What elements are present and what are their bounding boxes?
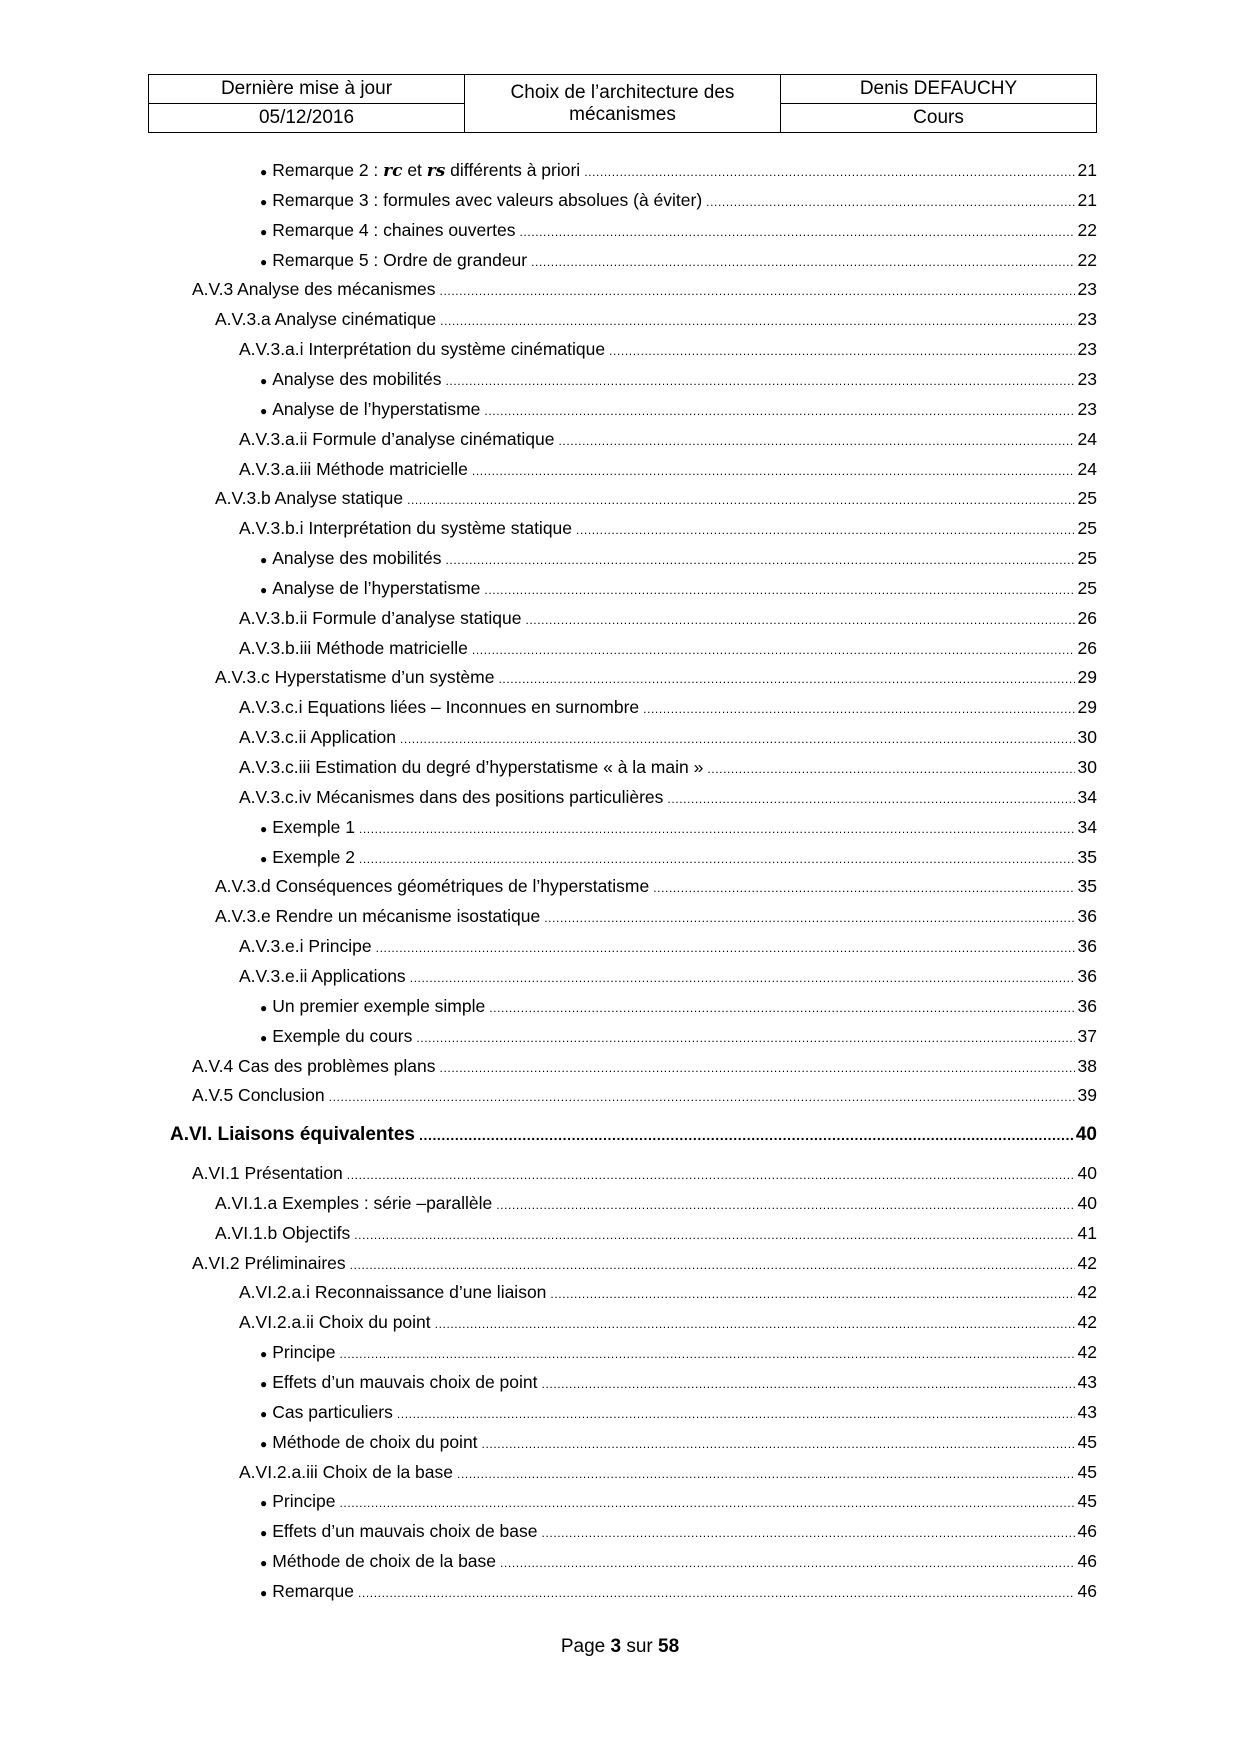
toc-page-number: 45 — [1077, 1461, 1097, 1482]
dot-leader — [440, 280, 1075, 302]
toc-page-number: 41 — [1077, 1222, 1097, 1243]
toc-entry-label: Analyse des mobilités — [272, 368, 442, 389]
toc-entry-label: A.V.5 Conclusion — [192, 1085, 325, 1106]
math-symbol: rs — [426, 161, 446, 181]
toc-entry-label: A.V.4 Cas des problèmes plans — [192, 1055, 436, 1076]
toc-entry[interactable] — [239, 458, 1097, 482]
dot-leader — [643, 698, 1074, 720]
toc-entry[interactable] — [239, 1281, 1097, 1305]
toc-page-number: 36 — [1077, 965, 1097, 986]
toc-page-number: 23 — [1077, 339, 1097, 360]
toc-entry-label: Principe — [272, 1491, 336, 1512]
document-header — [148, 74, 1097, 133]
toc-entry-label: Remarque 3 : formules avec valeurs absolues (à éviter) — [272, 189, 703, 210]
toc-page-number: 21 — [1077, 160, 1097, 180]
bullet-icon: ● — [260, 1556, 268, 1571]
document-type: Cours — [781, 104, 1097, 133]
dot-leader — [440, 310, 1074, 332]
toc-page-number: 24 — [1077, 428, 1097, 449]
dot-leader — [484, 400, 1074, 422]
toc-entry-label: Analyse de l’hyperstatisme — [272, 398, 481, 419]
toc-entry[interactable] — [192, 1084, 1097, 1108]
dot-leader — [472, 460, 1075, 482]
toc-entry-label: Analyse de l’hyperstatisme — [272, 577, 481, 598]
page-middle: sur — [621, 1636, 659, 1657]
toc-bullet-entry[interactable] — [260, 219, 1097, 243]
bullet-icon: ● — [260, 1496, 268, 1511]
dot-leader — [397, 1403, 1075, 1425]
toc-page-number: 42 — [1077, 1342, 1097, 1363]
toc-page-number: 40 — [1075, 1124, 1097, 1146]
dot-leader — [531, 251, 1074, 273]
bullet-icon: ● — [260, 1030, 268, 1045]
dot-leader — [400, 728, 1075, 750]
toc-entry-label: Principe — [272, 1342, 336, 1363]
dot-leader — [435, 1313, 1075, 1335]
toc-page-number: 24 — [1077, 458, 1097, 479]
toc-page-number: 35 — [1077, 876, 1097, 897]
toc-page-number: 36 — [1077, 936, 1097, 957]
dot-leader — [544, 907, 1074, 929]
toc-entry-label: Effets d’un mauvais choix de base — [272, 1521, 538, 1542]
toc-page-number: 43 — [1077, 1372, 1097, 1392]
toc-entry[interactable] — [215, 666, 1097, 690]
math-symbol: rc — [383, 161, 403, 181]
dot-leader — [416, 1027, 1074, 1049]
toc-bullet-entry[interactable] — [260, 1025, 1097, 1049]
toc-entry-label: A.V.3.b.iii Méthode matricielle — [239, 637, 468, 658]
label-part: et — [402, 160, 427, 180]
document-title: Choix de l’architecture des mécanismes — [465, 75, 781, 133]
toc-entry[interactable] — [239, 965, 1097, 989]
toc-page-number: 29 — [1077, 697, 1097, 718]
toc-page-number: 36 — [1077, 995, 1097, 1016]
toc-page-number: 30 — [1077, 727, 1097, 748]
bullet-icon: ● — [260, 553, 268, 568]
toc-entry-label: A.V.3.e.ii Applications — [239, 965, 406, 986]
toc-entry[interactable] — [239, 935, 1097, 959]
toc-entry[interactable] — [239, 607, 1097, 631]
toc-page-number: 37 — [1077, 1025, 1097, 1046]
toc-page-number: 22 — [1077, 249, 1097, 270]
toc-entry[interactable] — [239, 428, 1097, 452]
toc-entry-label: A.V.3.a Analyse cinématique — [215, 309, 437, 330]
dot-leader — [542, 1522, 1075, 1544]
page-footer — [0, 1636, 1240, 1658]
dot-leader — [419, 1124, 1073, 1146]
dot-leader — [519, 221, 1074, 243]
toc-entry-label: A.V.3.a.ii Formule d’analyse cinématique — [239, 428, 555, 449]
toc-page-number: 45 — [1077, 1491, 1097, 1512]
toc-bullet-entry[interactable] — [260, 846, 1097, 870]
author-name: Denis DEFAUCHY — [781, 75, 1097, 104]
toc-entry[interactable] — [192, 1162, 1097, 1186]
label-part: différents à priori — [445, 160, 581, 180]
toc-entry-label: Méthode de choix de la base — [272, 1551, 497, 1572]
toc-entry-label: Remarque 4 : chaines ouvertes — [272, 219, 516, 240]
toc-page-number: 23 — [1077, 368, 1097, 389]
toc-page-number: 23 — [1077, 398, 1097, 419]
toc-bullet-entry[interactable] — [260, 1550, 1097, 1574]
dot-leader — [489, 997, 1074, 1019]
toc-entry[interactable] — [215, 308, 1097, 332]
toc-page-number: 39 — [1077, 1085, 1097, 1106]
toc-bullet-entry[interactable] — [260, 1431, 1097, 1455]
dot-leader — [358, 1582, 1075, 1604]
bullet-icon: ● — [260, 194, 268, 209]
toc-page-number: 25 — [1077, 548, 1097, 569]
toc-entry-label: A.VI.1.a Exemples : série –parallèle — [215, 1192, 493, 1213]
toc-bullet-entry[interactable] — [260, 1580, 1097, 1604]
bullet-icon: ● — [260, 1436, 268, 1451]
dot-leader — [350, 1254, 1075, 1276]
toc-page-number: 42 — [1077, 1282, 1097, 1303]
bullet-icon: ● — [260, 851, 268, 866]
toc-bullet-entry[interactable] — [260, 368, 1097, 392]
toc-bullet-entry[interactable] — [260, 1371, 1097, 1395]
toc-page-number: 21 — [1077, 189, 1097, 210]
toc-page-number: 45 — [1077, 1431, 1097, 1452]
toc-entry[interactable] — [215, 905, 1097, 929]
toc-bullet-entry[interactable] — [260, 995, 1097, 1019]
bullet-icon: ● — [260, 821, 268, 836]
toc-page-number: 34 — [1077, 816, 1097, 837]
dot-leader — [653, 877, 1074, 899]
toc-bullet-entry[interactable] — [260, 547, 1097, 571]
toc-entry-label: A.VI.2.a.ii Choix du point — [239, 1312, 431, 1333]
toc-entry-label: A.V.3.c.iv Mécanismes dans des positions particulières — [239, 786, 664, 807]
toc-entry[interactable] — [215, 1222, 1097, 1246]
toc-page-number: 46 — [1077, 1551, 1097, 1572]
toc-entry-label: A.V.3.c.i Equations liées – Inconnues en surnombre — [239, 697, 640, 718]
toc-entry[interactable] — [215, 875, 1097, 899]
toc-entry[interactable] — [170, 1124, 1097, 1146]
dot-leader — [498, 668, 1074, 690]
toc-entry-label: A.V.3.a.iii Méthode matricielle — [239, 458, 468, 479]
toc-entry-label: A.V.3.c Hyperstatisme d’un système — [215, 667, 495, 688]
toc-bullet-entry[interactable] — [260, 816, 1097, 840]
toc-entry[interactable] — [239, 338, 1097, 362]
toc-entry-label: Méthode de choix du point — [272, 1431, 478, 1452]
dot-leader — [707, 758, 1074, 780]
toc-entry[interactable] — [215, 487, 1097, 511]
toc-entry-label: A.V.3.d Conséquences géométriques de l’hyperstatisme — [215, 876, 650, 897]
dot-leader — [496, 1194, 1074, 1216]
toc-entry[interactable] — [192, 1055, 1097, 1079]
toc-entry-label: A.V.3 Analyse des mécanismes — [192, 279, 436, 300]
last-update-date: 05/12/2016 — [149, 104, 465, 133]
dot-leader — [559, 430, 1075, 452]
toc-bullet-entry[interactable] — [260, 249, 1097, 273]
toc-bullet-entry[interactable] — [260, 1401, 1097, 1425]
dot-leader — [706, 191, 1074, 213]
dot-leader — [339, 1492, 1074, 1514]
toc-entry-label: Exemple 2 — [272, 846, 355, 867]
toc-entry-label: A.VI.2.a.i Reconnaissance d’une liaison — [239, 1282, 547, 1303]
toc-entry-label: Analyse des mobilités — [272, 548, 442, 569]
toc-page-number: 25 — [1077, 488, 1097, 509]
toc-entry-label: Effets d’un mauvais choix de point — [272, 1372, 538, 1392]
dot-leader — [542, 1373, 1075, 1395]
toc-entry-label: A.V.3.b.ii Formule d’analyse statique — [239, 607, 522, 628]
toc-page-number: 40 — [1077, 1192, 1097, 1213]
toc-entry-label — [272, 159, 580, 182]
toc-entry-label: A.V.3.c.iii Estimation du degré d’hyperstatisme « à la main » — [239, 757, 704, 777]
toc-bullet-entry[interactable] — [260, 1520, 1097, 1544]
toc-entry[interactable] — [239, 726, 1097, 750]
toc-bullet-entry[interactable] — [260, 1490, 1097, 1514]
toc-page-number: 36 — [1077, 906, 1097, 927]
toc-page-number: 23 — [1077, 279, 1097, 300]
toc-entry[interactable] — [239, 786, 1097, 810]
dot-leader — [525, 609, 1074, 631]
bullet-icon: ● — [260, 1585, 268, 1600]
toc-bullet-entry[interactable] — [260, 577, 1097, 601]
toc-page-number: 35 — [1077, 846, 1097, 867]
dot-leader — [440, 1057, 1075, 1079]
toc-entry-label: Cas particuliers — [272, 1401, 393, 1422]
toc-entry[interactable] — [192, 278, 1097, 302]
toc-entry[interactable] — [239, 517, 1097, 541]
toc-entry[interactable] — [239, 1311, 1097, 1335]
toc-page-number: 26 — [1077, 637, 1097, 658]
toc-page-number: 42 — [1077, 1252, 1097, 1273]
dot-leader — [446, 549, 1075, 571]
bullet-icon: ● — [260, 582, 268, 597]
toc-entry[interactable] — [239, 637, 1097, 661]
bullet-icon: ● — [260, 254, 268, 269]
dot-leader — [359, 848, 1075, 870]
toc-page-number: 40 — [1077, 1163, 1097, 1184]
toc-bullet-entry[interactable] — [260, 189, 1097, 213]
toc-entry-label: A.VI.1.b Objectifs — [215, 1222, 351, 1243]
toc-entry-label: A.V.3.b.i Interprétation du système statique — [239, 518, 573, 539]
toc-entry-label: A.VI. Liaisons équivalentes — [170, 1124, 415, 1146]
toc-entry-label: Exemple 1 — [272, 816, 355, 837]
toc-page-number: 46 — [1077, 1580, 1097, 1601]
dot-leader — [482, 1433, 1075, 1455]
toc-bullet-entry[interactable] — [260, 159, 1097, 183]
bullet-icon: ● — [260, 1406, 268, 1421]
toc-page-number: 34 — [1077, 786, 1097, 807]
toc-entry[interactable] — [239, 696, 1097, 720]
dot-leader — [359, 818, 1075, 840]
dot-leader — [472, 639, 1075, 661]
toc-page-number: 43 — [1077, 1401, 1097, 1422]
toc-entry-label: A.V.3.e Rendre un mécanisme isostatique — [215, 906, 541, 927]
toc-page-number: 23 — [1077, 309, 1097, 330]
dot-leader — [457, 1463, 1075, 1485]
current-page-number: 3 — [610, 1636, 622, 1657]
toc-page-number: 46 — [1077, 1521, 1097, 1542]
toc-page-number: 30 — [1077, 757, 1097, 777]
toc-entry-label: Exemple du cours — [272, 1025, 413, 1046]
toc-page-number: 26 — [1077, 607, 1097, 628]
bullet-icon: ● — [260, 1377, 268, 1391]
dot-leader — [354, 1224, 1074, 1246]
toc-page-number: 29 — [1077, 667, 1097, 688]
toc-entry[interactable] — [239, 1461, 1097, 1485]
dot-leader — [329, 1086, 1075, 1108]
toc-page-number: 22 — [1077, 219, 1097, 240]
toc-entry-label: A.V.3.b Analyse statique — [215, 488, 404, 509]
dot-leader — [484, 579, 1074, 601]
dot-leader — [410, 967, 1075, 989]
toc-bullet-entry[interactable] — [260, 398, 1097, 422]
dot-leader — [667, 788, 1074, 810]
toc-entry-label: A.V.3.e.i Principe — [239, 936, 372, 957]
toc-entry-label: A.V.3.c.ii Application — [239, 727, 396, 748]
toc-entry-label: A.VI.2 Préliminaires — [192, 1252, 346, 1273]
dot-leader — [347, 1164, 1075, 1186]
dot-leader — [339, 1343, 1074, 1365]
last-update-label: Dernière mise à jour — [149, 75, 465, 104]
toc-page-number: 38 — [1077, 1055, 1097, 1076]
toc-entry-label: Remarque 5 : Ordre de grandeur — [272, 249, 528, 270]
dot-leader — [446, 370, 1075, 392]
toc-page-number: 42 — [1077, 1312, 1097, 1333]
bullet-icon: ● — [260, 403, 268, 418]
dot-leader — [576, 519, 1075, 541]
page-prefix: Page — [560, 1636, 611, 1657]
label-part: Remarque 2 : — [272, 160, 384, 180]
toc-entry-label: Un premier exemple simple — [272, 995, 486, 1016]
bullet-icon: ● — [260, 373, 268, 388]
toc-entry-label: Remarque — [272, 1580, 354, 1601]
bullet-icon: ● — [260, 1526, 268, 1541]
toc-entry-label: A.VI.2.a.iii Choix de la base — [239, 1461, 454, 1482]
dot-leader — [584, 161, 1074, 183]
dot-leader — [407, 489, 1074, 511]
toc-entry[interactable] — [239, 756, 1097, 780]
dot-leader — [550, 1283, 1074, 1305]
toc-entry-label: A.V.3.a.i Interprétation du système cinématique — [239, 339, 606, 360]
toc-bullet-entry[interactable] — [260, 1341, 1097, 1365]
bullet-icon: ● — [260, 224, 268, 239]
dot-leader — [376, 937, 1075, 959]
toc-entry-label: A.VI.1 Présentation — [192, 1163, 343, 1184]
dot-leader — [609, 340, 1074, 362]
bullet-icon: ● — [260, 1347, 268, 1362]
toc-entry[interactable] — [192, 1252, 1097, 1276]
toc-page-number: 25 — [1077, 577, 1097, 598]
toc-entry[interactable] — [215, 1192, 1097, 1216]
bullet-icon: ● — [260, 1000, 268, 1015]
bullet-icon: ● — [260, 165, 268, 179]
toc-page-number: 25 — [1077, 518, 1097, 539]
dot-leader — [500, 1552, 1075, 1574]
total-page-count: 58 — [658, 1636, 680, 1657]
